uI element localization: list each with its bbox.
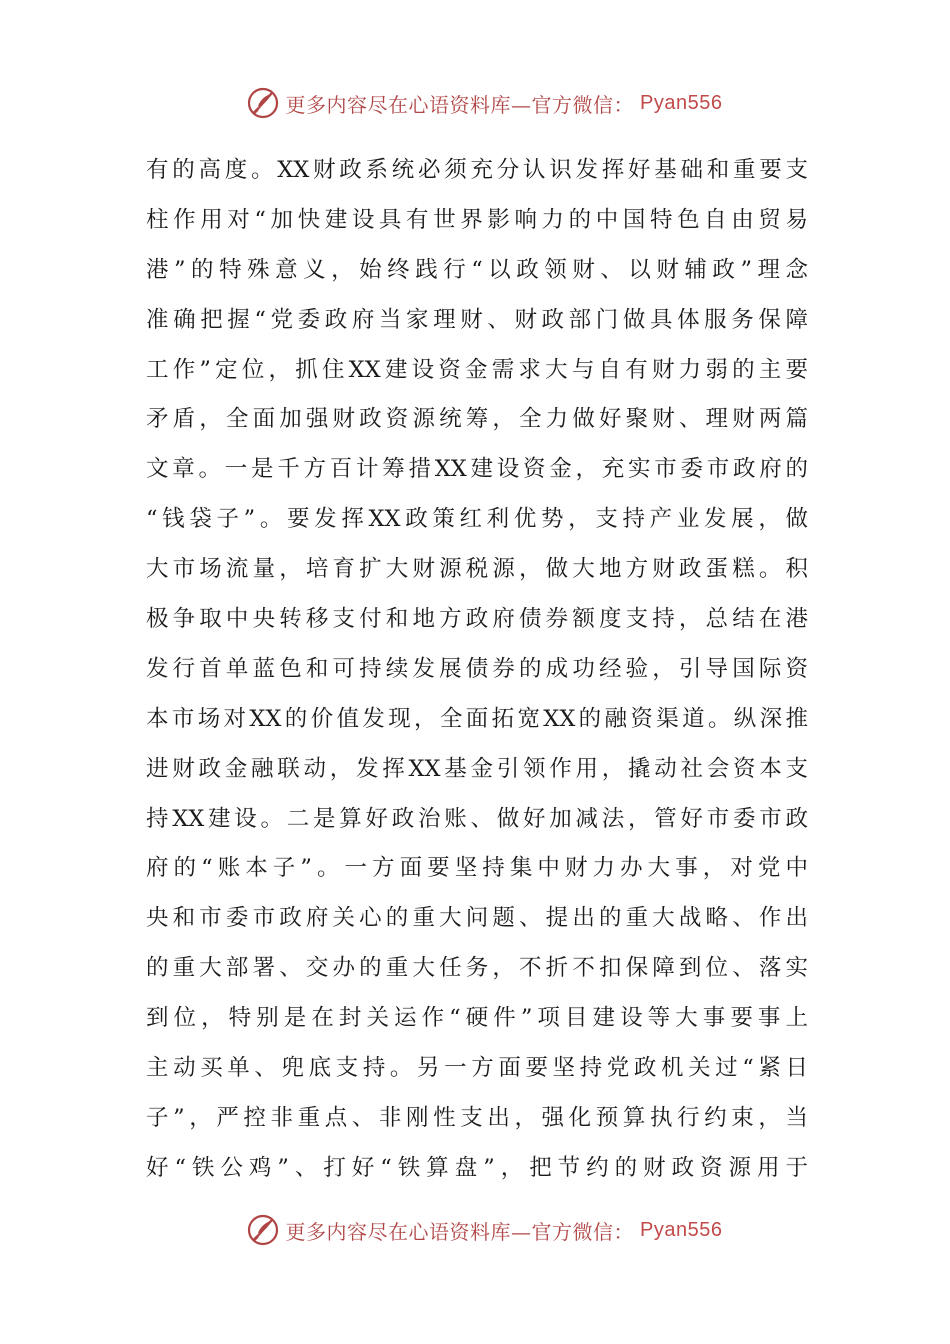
footer-banner-text: 更多内容尽在心语资料库—官方微信：: [285, 1219, 635, 1244]
footer-banner-wechat-id: Pyan556: [640, 1218, 723, 1241]
quill-logo-icon: [246, 1213, 280, 1247]
footer-banner-content: [246, 1213, 723, 1247]
body-line: 子”，严控非重点、非刚性支出，强化预算执行约束，当: [146, 1104, 808, 1131]
header-banner-text: 更多内容尽在心语资料库—官方微信：: [285, 92, 635, 117]
quill-logo-icon: [246, 86, 280, 120]
header-banner: [0, 83, 950, 123]
body-line: 持XX建设。二是算好政治账、做好加减法，管好市委市政: [146, 805, 808, 832]
body-line: 柱作用对“加快建设具有世界影响力的中国特色自由贸易: [146, 206, 808, 233]
body-line: 极争取中央转移支付和地方政府债券额度支持，总结在港: [146, 606, 808, 633]
body-line: “钱袋子”。要发挥XX政策红利优势，支持产业发展，做: [146, 506, 808, 533]
body-line: 央和市委市政府关心的重大问题、提出的重大战略、作出: [146, 905, 808, 932]
body-line: 准确把握“党委政府当家理财、财政部门做具体服务保障: [146, 306, 808, 333]
body-line: 进财政金融联动，发挥XX基金引领作用，撬动社会资本支: [146, 755, 808, 782]
body-line: 港”的特殊意义，始终践行“以政领财、以财辅政”理念: [146, 256, 808, 283]
body-line: 府的“账本子”。一方面要坚持集中财力办大事，对党中: [146, 855, 808, 882]
body-line: 有的高度。XX财政系统必须充分认识发挥好基础和重要支: [146, 157, 808, 183]
document-body: [146, 146, 808, 1194]
body-line: 主动买单、兜底支持。另一方面要坚持党政机关过“紧日: [146, 1055, 808, 1082]
body-line: 矛盾，全面加强财政资源统筹，全力做好聚财、理财两篇: [146, 406, 808, 433]
body-line: 文章。一是千方百计筹措XX建设资金，充实市委市政府的: [146, 456, 808, 483]
body-line: 大市场流量，培育扩大财源税源，做大地方财政蛋糕。积: [146, 556, 808, 583]
body-line: 好“铁公鸡”、打好“铁算盘”，把节约的财政资源用于: [146, 1154, 808, 1181]
footer-banner: [0, 1210, 950, 1250]
body-line: 发行首单蓝色和可持续发展债券的成功经验，引导国际资: [146, 655, 808, 682]
header-banner-wechat-id: Pyan556: [640, 91, 723, 114]
body-line: 到位，特别是在封关运作“硬件”项目建设等大事要事上: [146, 1005, 808, 1032]
header-banner-content: [246, 86, 723, 120]
body-line: 工作”定位，抓住XX建设资金需求大与自有财力弱的主要: [146, 356, 808, 383]
body-line: 本市场对XX的价值发现，全面拓宽XX的融资渠道。纵深推: [146, 705, 808, 732]
body-line: 的重大部署、交办的重大任务，不折不扣保障到位、落实: [146, 955, 808, 982]
